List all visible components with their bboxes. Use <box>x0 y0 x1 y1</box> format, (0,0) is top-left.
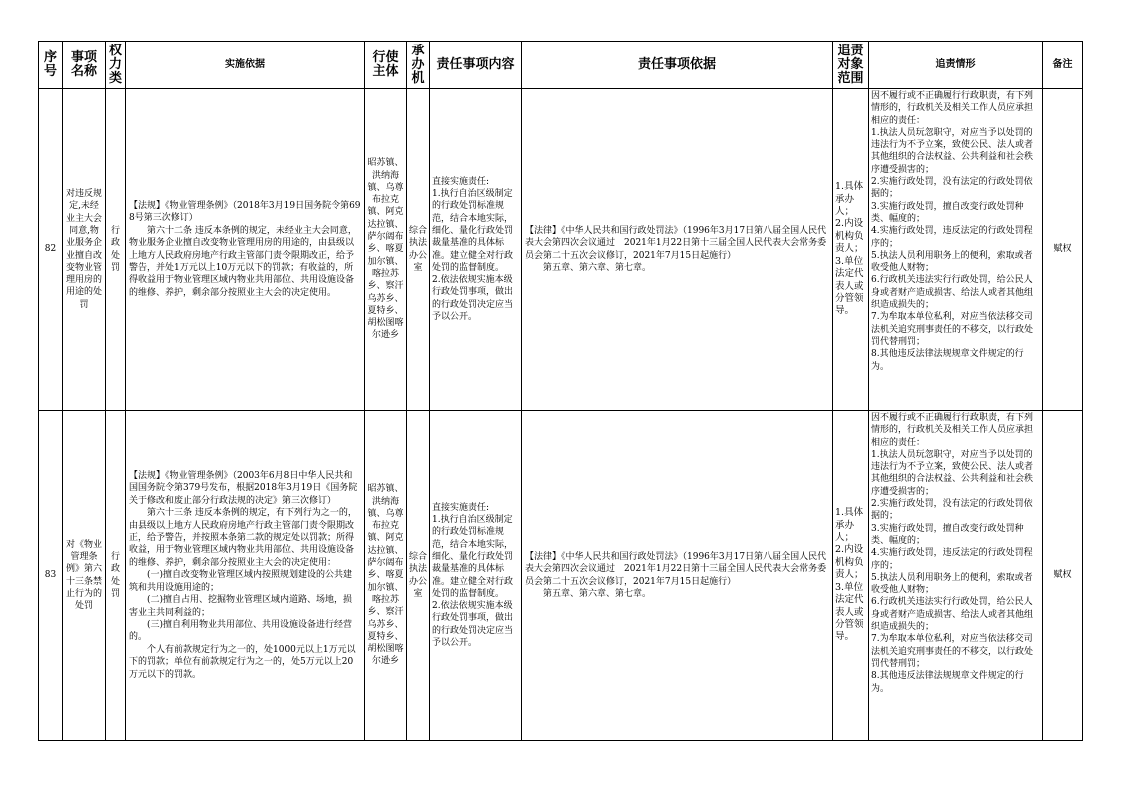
cell-seq: 82 <box>39 89 63 411</box>
cell-basis: 【法规】《物业管理条例》（2003年6月8日中华人民共和国国务院令第379号发布，根据2018年3月19日《国务院关于修改和废止部分行政法规的决定》第三次修订） 第六十三条 违反本条例的规定，有下列行为之一的，由县级以上地方人民政府房地产行政主管部门责令限期改正，给予警告，并按照本条第二款的规定处以罚款；所得收益，用于物业管理区域内物业共用部位、共用设施设备的维修、养护，剩余部分按照业主大会的决定使用： (一)擅自改变物业管理区域内按照规划建设的公共建筑和共用设施用途的； (二)擅自占用、挖掘物业管理区域内道路、场地，损害业主共同利益的； (三)擅自利用物业共用部位、共用设施设备进行经营的。 个人有前款规定行为之一的，处1000元以上1万元以下的罚款；单位有前款规定行为之一的，处5万元以上20万元以下的罚款。 <box>126 411 365 741</box>
cell-subject: 昭苏镇、洪纳海镇、乌尊布拉克镇、阿克达拉镇、萨尔阔布乡、喀夏加尔镇、喀拉苏乡、察汗乌苏乡、夏特乡、胡松图喀尔逊乡 <box>365 411 407 741</box>
cell-target: 1.具体承办人； 2.内设机构负责人； 3.单位法定代表人或分管领导。 <box>833 411 869 741</box>
header-target <box>833 42 869 89</box>
table-row <box>39 89 1083 411</box>
cell-name: 对《物业管理条例》第六十三条禁止行为的处罚 <box>63 411 106 741</box>
cell-duty-content: 直接实施责任: 1.执行自治区级制定的行政处罚标准规范，结合本地实际，细化、量化行政处罚裁量基准的具体标准。建立健全对行政处罚的监督制度。 2.依法依规实施本级行政处罚事项，做出的行政处罚决定应当予以公开。 <box>430 411 522 741</box>
header-row <box>39 42 1083 89</box>
cell-remark: 赋权 <box>1043 411 1083 741</box>
header-remark: 备注 <box>1043 42 1083 89</box>
header-subject: 行使主体 <box>365 42 407 89</box>
cell-category: 行政处罚 <box>106 89 126 411</box>
header-target-text: 追责对象范围 <box>837 44 864 86</box>
cell-handler: 综合执法办公室 <box>407 89 430 411</box>
cell-handler: 综合执法办公室 <box>407 411 430 741</box>
cell-subject: 昭苏镇、洪纳海镇、乌尊布拉克镇、阿克达拉镇、萨尔阔布乡、喀夏加尔镇、喀拉苏乡、察汗乌苏乡、夏特乡、胡松图喀尔逊乡 <box>365 89 407 411</box>
header-duty-content: 责任事项内容 <box>430 42 522 89</box>
header-category <box>106 42 126 89</box>
cell-name: 对违反规定,未经业主大会同意,物业服务企业擅自改变物业管理用房的用途的处罚 <box>63 89 106 411</box>
cell-duty-basis: 【法律】《中华人民共和国行政处罚法》（1996年3月17日第八届全国人民代表大会第四次会议通过 2021年1月22日第十三届全国人民代表大会常务委员会第二十五次会议修订，2021年7月15日起施行） 第五章、第六章、第七章。 <box>522 411 833 741</box>
header-basis: 实施依据 <box>126 42 365 89</box>
cell-seq: 83 <box>39 411 63 741</box>
cell-remark: 赋权 <box>1043 89 1083 411</box>
header-handler <box>407 42 430 89</box>
cell-situation: 因不履行或不正确履行行政职责，有下列情形的，行政机关及相关工作人员应承担相应的责任： 1.执法人员玩忽职守，对应当予以处罚的违法行为不予立案，致使公民、法人或者其他组织的合法权益、公共利益和社会秩序遭受损害的； 2.实施行政处罚，没有法定的行政处罚依据的； 3.实施行政处罚，擅自改变行政处罚种类、幅度的； 4.实施行政处罚，违反法定的行政处罚程序的； 5.执法人员利用职务上的便利，索取或者收受他人财物； 6.行政机关违法实行行政处罚，给公民人身或者财产造成损害、给法人或者其他组织造成损失的； 7.为牟取本单位私利，对应当依法移交司法机关追究刑事责任的不移交，以行政处罚代替刑罚； 8.其他违反法律法规规章文件规定的行为。 <box>869 89 1043 411</box>
header-handler-text: 承办机 <box>411 44 425 86</box>
cell-category: 行政处罚 <box>106 411 126 741</box>
header-name: 事项名称 <box>63 42 106 89</box>
cell-duty-basis: 【法律】《中华人民共和国行政处罚法》（1996年3月17日第八届全国人民代表大会第四次会议通过 2021年1月22日第十三届全国人民代表大会常务委员会第二十五次会议修订，2021年7月15日起施行） 第五章、第六章、第七章。 <box>522 89 833 411</box>
header-category-text: 权力类 <box>108 44 122 86</box>
header-seq: 序号 <box>39 42 63 89</box>
cell-situation: 因不履行或不正确履行行政职责，有下列情形的，行政机关及相关工作人员应承担相应的责任： 1.执法人员玩忽职守，对应当予以处罚的违法行为不予立案，致使公民、法人或者其他组织的合法权益、公共利益和社会秩序遭受损害的； 2.实施行政处罚，没有法定的行政处罚依据的； 3.实施行政处罚，擅自改变行政处罚种类、幅度的； 4.实施行政处罚，违反法定的行政处罚程序的； 5.执法人员利用职务上的便利，索取或者收受他人财物； 6.行政机关违法实行行政处罚，给公民人身或者财产造成损害、给法人或者其他组织造成损失的； 7.为牟取本单位私利，对应当依法移交司法机关追究刑事责任的不移交，以行政处罚代替刑罚； 8.其他违反法律法规规章文件规定的行为。 <box>869 411 1043 741</box>
header-duty-basis: 责任事项依据 <box>522 42 833 89</box>
cell-basis: 【法规】《物业管理条例》（2018年3月19日国务院令第698号第三次修订） 第六十二条 违反本条例的规定，未经业主大会同意，物业服务企业擅自改变物业管理用房的用途的，由县级以上地方人民政府房地产行政主管部门责令限期改正，给予警告，并处1万元以上10万元以下的罚款；有收益的，所得收益用于物业管理区域内物业共用部位、共用设施设备的维修、养护，剩余部分按照业主大会的决定使用。 <box>126 89 365 411</box>
cell-duty-content: 直接实施责任: 1.执行自治区级制定的行政处罚标准规范，结合本地实际，细化、量化行政处罚裁量基准的具体标准。建立健全对行政处罚的监督制度。 2.依法依规实施本级行政处罚事项，做出的行政处罚决定应当予以公开。 <box>430 89 522 411</box>
cell-target: 1.具体承办人； 2.内设机构负责人； 3.单位法定代表人或分管领导。 <box>833 89 869 411</box>
table-row <box>39 411 1083 741</box>
header-situation: 追责情形 <box>869 42 1043 89</box>
power-list-table <box>38 41 1083 741</box>
